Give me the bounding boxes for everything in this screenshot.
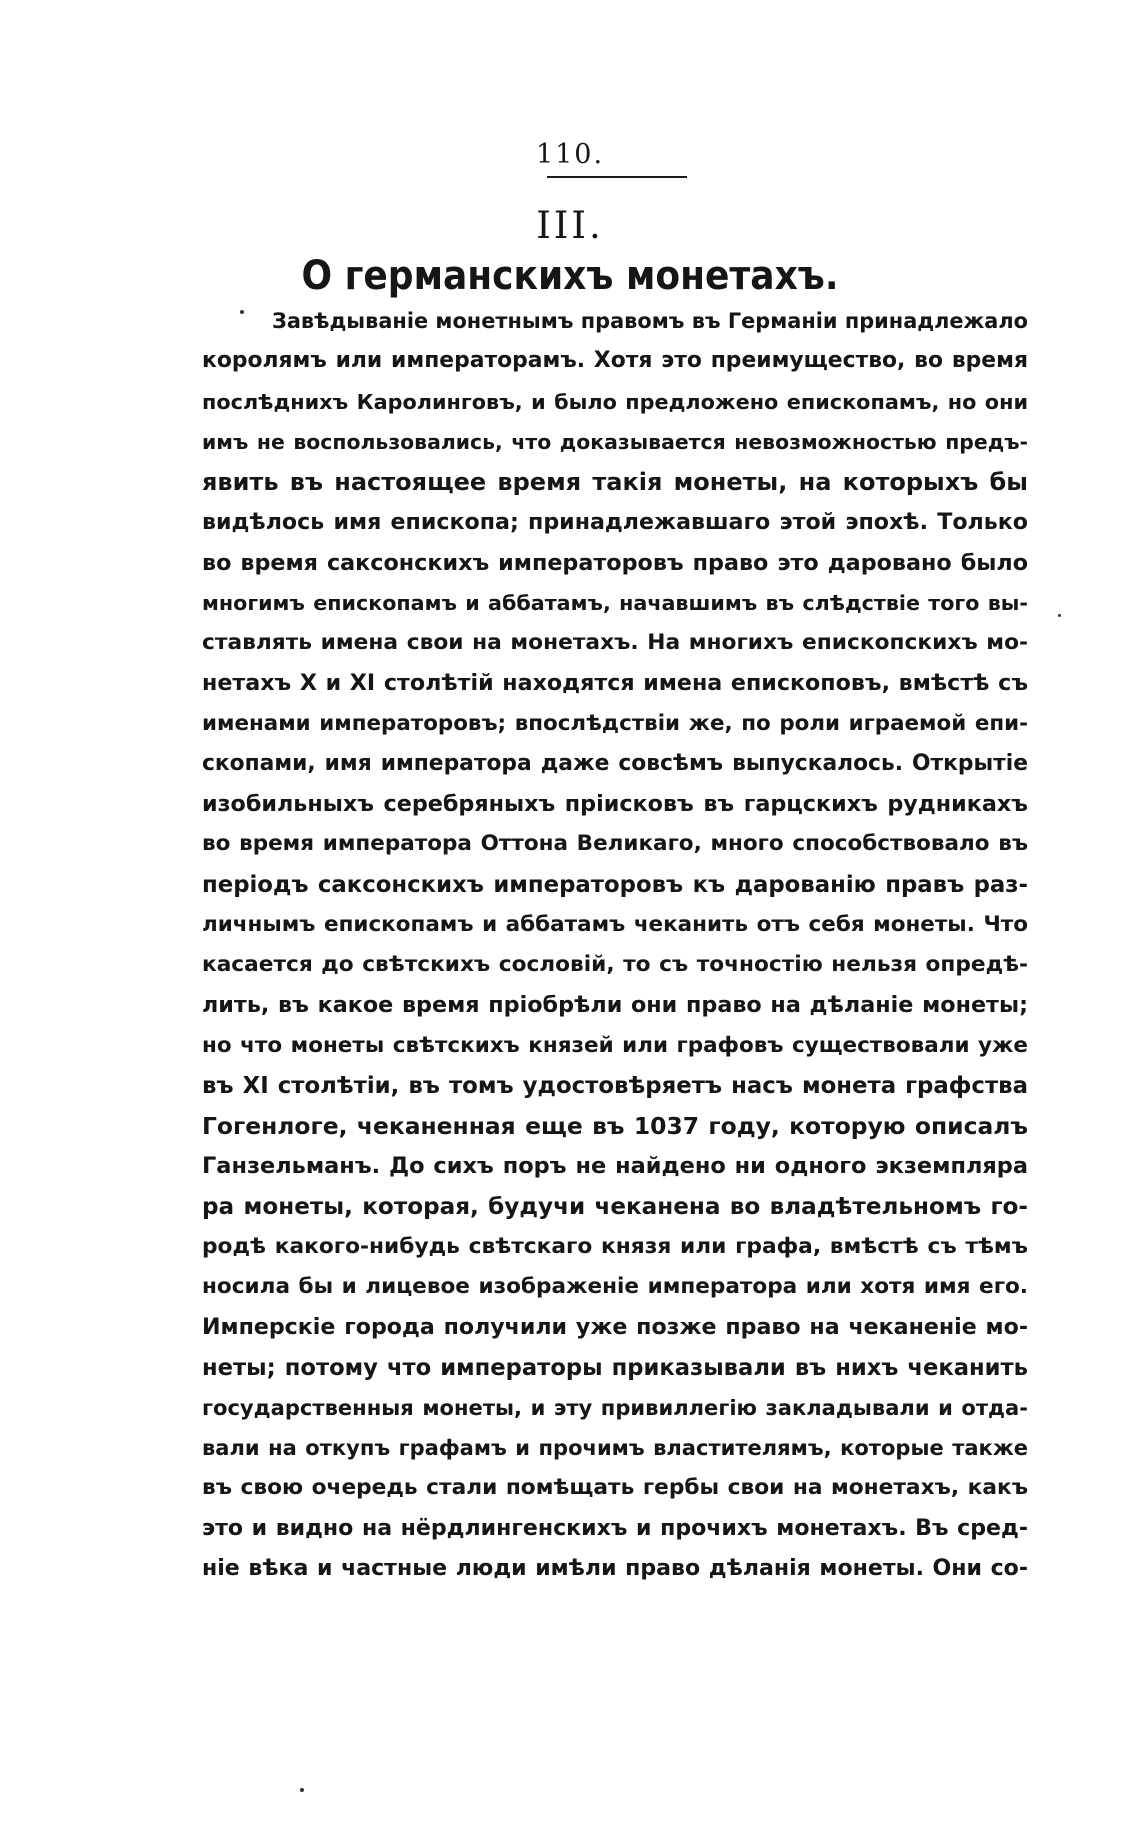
text-line: именами императоровъ; впослѣдствіи же, по роли играемой епи- xyxy=(202,710,1028,736)
text-line: Ганзельманъ. До сихъ поръ не найдено ни одного экземпляра xyxy=(202,1153,1028,1180)
page-header xyxy=(0,138,1140,172)
print-speck xyxy=(240,310,244,314)
text-line: ставлять имена свои на монетахъ. На многихъ епископскихъ мо- xyxy=(202,630,1028,655)
text-line: періодъ саксонскихъ императоровъ къ дарованію правъ раз- xyxy=(202,871,1028,898)
section-numeral: III. xyxy=(536,204,604,247)
text-line: послѣднихъ Каролинговъ, и было предложено епископамъ, но они xyxy=(202,389,1028,414)
text-line: въ свою очередь стали помѣщать гербы свои на монетахъ, какъ xyxy=(202,1475,1028,1501)
text-line: изобильныхъ серебряныхъ пріисковъ въ гарцскихъ рудникахъ xyxy=(202,791,1028,817)
page-number: 110. xyxy=(535,139,605,170)
text-line: Имперскіе города получили уже позже право на чеканеніе мо- xyxy=(202,1314,1028,1341)
body-text xyxy=(202,301,1028,1589)
section-title: О германскихъ монетахъ. xyxy=(301,253,839,299)
text-line: въ XI столѣтіи, въ томъ удостовѣряетъ насъ монета графства xyxy=(202,1072,1028,1099)
text-line: касается до свѣтскихъ сословій, то съ точностію нельзя опредѣ- xyxy=(202,952,1028,977)
text-line: это и видно на нёрдлингенскихъ и прочихъ монетахъ. Въ сред- xyxy=(202,1515,1028,1541)
text-line: государственныя монеты, и эту привиллегію закладывали и отда- xyxy=(202,1394,1028,1420)
print-speck xyxy=(1058,614,1061,617)
text-line: носила бы и лицевое изображеніе императора или хотя имя его. xyxy=(202,1274,1028,1299)
text-line: Завѣдываніе монетнымъ правомъ въ Германіи принадлежало xyxy=(272,309,1028,333)
text-line: ра монеты, которая, будучи чеканена во владѣтельномъ го- xyxy=(202,1193,1028,1220)
header-rule xyxy=(547,176,687,178)
text-line: имъ не воспользовались, что доказывается невозможностью предъ- xyxy=(202,429,1028,454)
text-line: во время императора Оттона Великаго, много способствовало въ xyxy=(202,831,1028,857)
text-line: во время саксонскихъ императоровъ право это даровано было xyxy=(202,549,1028,576)
print-speck xyxy=(300,1788,304,1792)
text-line: родѣ какого-нибудь свѣтскаго князя или графа, вмѣстѣ съ тѣмъ xyxy=(202,1233,1028,1259)
text-line: неты; потому что императоры приказывали въ нихъ чеканить xyxy=(202,1354,1028,1381)
text-line: Гогенлоге, чеканенная еще въ 1037 году, которую описалъ xyxy=(202,1112,1028,1140)
text-line: видѣлось имя епископа; принадлежавшаго этой эпохѣ. Только xyxy=(202,509,1028,536)
text-line: королямъ или императорамъ. Хотя это преимущество, во время xyxy=(202,348,1028,374)
text-line: ніе вѣка и частные люди имѣли право дѣланія монеты. Они со- xyxy=(202,1555,1028,1581)
text-line: скопами, имя императора даже совсѣмъ выпускалось. Открытіе xyxy=(202,750,1028,776)
text-line: явить въ настоящее время такія монеты, на которыхъ бы xyxy=(202,468,1028,496)
text-line: многимъ епископамъ и аббатамъ, начавшимъ въ слѣдствіе того вы- xyxy=(202,590,1028,615)
text-line: личнымъ епископамъ и аббатамъ чеканить отъ себя монеты. Что xyxy=(202,911,1028,937)
text-line: лить, въ какое время пріобрѣли они право на дѣланіе монеты; xyxy=(202,992,1028,1019)
text-line: нетахъ X и XI столѣтій находятся имена епископовъ, вмѣстѣ съ xyxy=(202,670,1028,697)
text-line: но что монеты свѣтскихъ князей или графовъ существовали уже xyxy=(202,1032,1028,1058)
text-line: вали на откупъ графамъ и прочимъ властителямъ, которые также xyxy=(202,1435,1028,1460)
